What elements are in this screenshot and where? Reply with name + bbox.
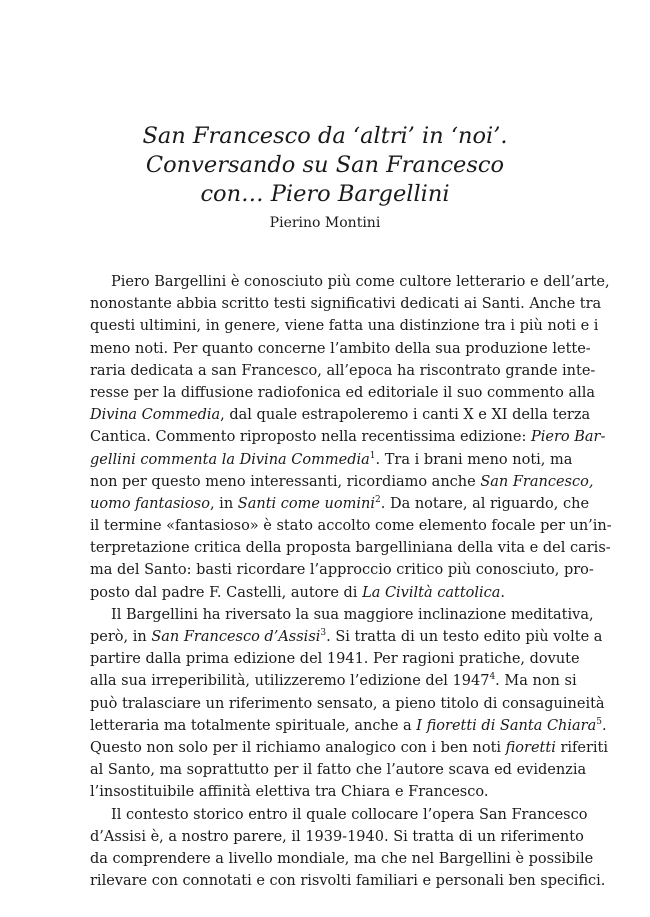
- italic-title: Santi come uomini: [237, 495, 375, 512]
- footnote-marker[interactable]: 1: [369, 450, 376, 461]
- body-line: alla sua irreperibilità, utilizzeremo l’edizione del 1947$^4$. Ma non si: [90, 672, 577, 690]
- italic-title: Piero Bar-: [530, 429, 606, 446]
- footnote-marker[interactable]: 2: [375, 495, 381, 506]
- body-line: Piero Bargellini è conosciuto più come cultore letterario e dell’arte,: [111, 274, 610, 290]
- body-line: Il contesto storico entro il quale collocare l’opera San Francesco: [111, 806, 588, 823]
- article-title: [0, 122, 650, 209]
- body-line: uomo fantasioso, in Santi come uomini$^2$. Da notare, al riguardo, che: [90, 495, 590, 512]
- body-line: ma del Santo: basti ricordare l’approccio critico più conosciuto, pro-: [90, 562, 594, 579]
- body-line: meno noti. Per quanto concerne l’ambito della sua produzione lette-: [90, 340, 591, 357]
- footnote-marker[interactable]: 5: [596, 716, 602, 727]
- body-line: resse per la diffusione radiofonica ed editoriale il suo commento alla: [90, 384, 596, 401]
- body-line: rilevare con connotati e con risvolti familiari e personali ben specifici.: [90, 873, 606, 890]
- body-line: Divina Commedia, dal quale estrapoleremo i canti X e XI della terza: [90, 407, 591, 424]
- body-line: però, in San Francesco d’Assisi$^3$. Si tratta di un testo edito più volte a: [90, 628, 603, 645]
- title-line-1: San Francesco da ‘altri’ in ‘noi’.: [142, 123, 508, 149]
- body-line: al Santo, ma soprattutto per il fatto che l’autore scava ed evidenzia: [90, 762, 587, 779]
- body-line: raria dedicata a san Francesco, all’epoca ha riscontrato grande inte-: [90, 362, 596, 379]
- author-name: Pierino Montini: [269, 215, 381, 231]
- italic-title: I fioretti di Santa Chiara: [416, 717, 597, 734]
- body-line: gellini commenta la Divina Commedia$^1$. Tra i brani meno noti, ma: [90, 450, 573, 468]
- body-line: questi ultimini, in genere, viene fatta una distinzione tra i più noti e i: [90, 318, 599, 335]
- body-line: Cantica. Commento riproposto nella recentissima edizione: Piero Bar-: [90, 429, 606, 446]
- italic-title: gellini commenta la Divina Commedia: [90, 451, 370, 468]
- italic-title: uomo fantasioso: [90, 495, 210, 512]
- body-line: Questo non solo per il richiamo analogico con i ben noti fioretti riferiti: [90, 739, 609, 756]
- footnote-marker[interactable]: 3: [320, 628, 327, 639]
- body-line: posto dal padre F. Castelli, autore di La Civiltà cattolica.: [90, 584, 506, 601]
- italic-title: San Francesco d’Assisi: [151, 629, 321, 645]
- body-line: nonostante abbia scritto testi significativi dedicati ai Santi. Anche tra: [90, 296, 602, 313]
- body-line: terpretazione critica della proposta bargelliniana della vita e del caris-: [90, 540, 611, 557]
- body-line: letteraria ma totalmente spirituale, anche a I fioretti di Santa Chiara$^5$.: [90, 716, 607, 734]
- title-line-2: Conversando su San Francesco: [145, 152, 505, 178]
- body-line: l’insostituibile affinità elettiva tra Chiara e Francesco.: [90, 784, 489, 801]
- italic-title: San Francesco,: [480, 473, 594, 490]
- article-body: [90, 271, 612, 892]
- italic-title: Divina Commedia: [90, 407, 221, 424]
- italic-title: La Civiltà cattolica: [362, 584, 501, 601]
- body-line: può tralasciare un riferimento sensato, a pieno titolo di consaguineità: [90, 695, 605, 712]
- body-line: da comprendere a livello mondiale, ma che nel Bargellini è possibile: [90, 850, 594, 867]
- body-line: d’Assisi è, a nostro parere, il 1939-1940. Si tratta di un riferimento: [90, 828, 584, 845]
- body-line: partire dalla prima edizione del 1941. Per ragioni pratiche, dovute: [90, 651, 580, 668]
- body-line: non per questo meno interessanti, ricordiamo anche San Francesco,: [90, 473, 594, 490]
- body-line: il termine «fantasioso» è stato accolto come elemento focale per un’in-: [90, 518, 612, 535]
- footnote-marker[interactable]: 4: [489, 672, 496, 683]
- title-line-3: con… Piero Bargellini: [200, 181, 450, 207]
- body-line: Il Bargellini ha riversato la sua maggiore inclinazione meditativa,: [111, 606, 594, 623]
- italic-title: fioretti: [505, 739, 556, 756]
